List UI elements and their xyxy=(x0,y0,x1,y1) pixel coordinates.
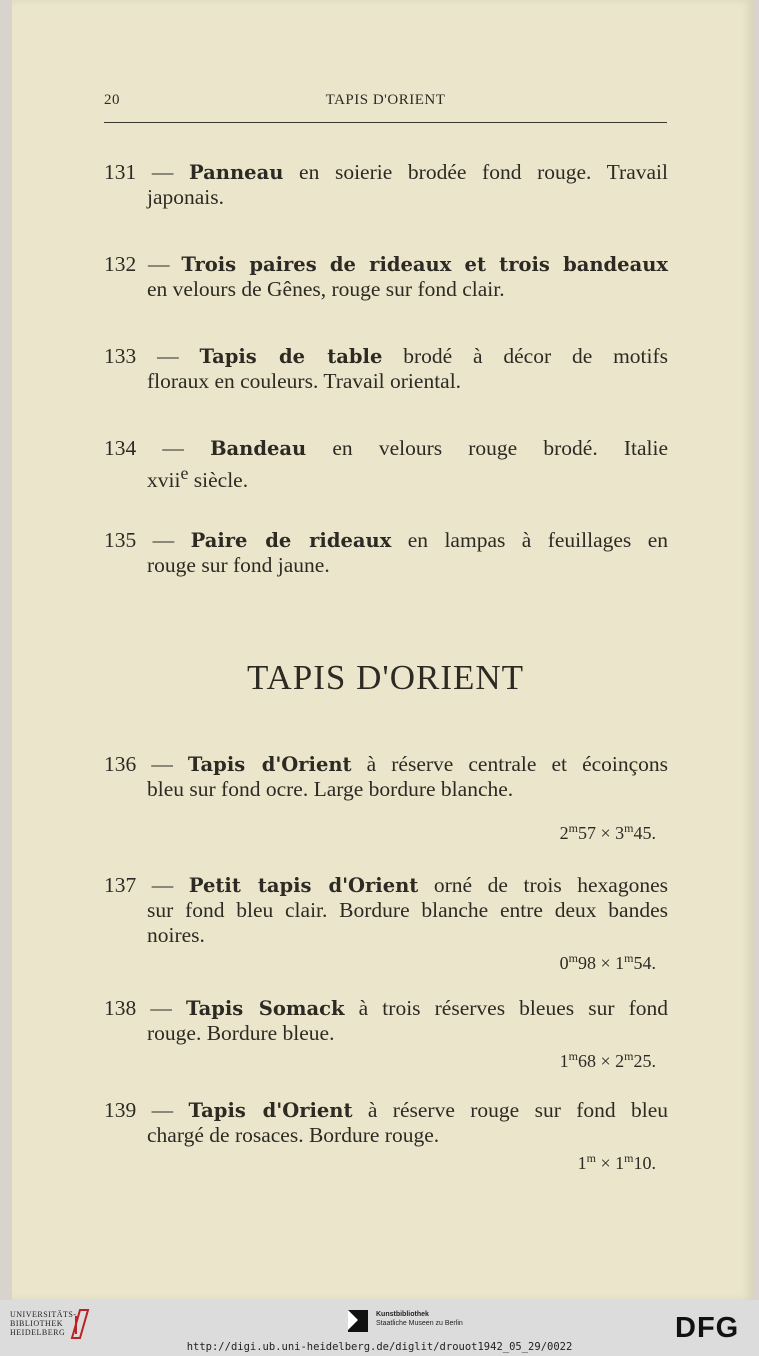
catalog-entry xyxy=(104,160,668,210)
catalog-entry xyxy=(104,996,668,1074)
catalog-entry xyxy=(104,344,668,394)
entry-title: Tapis de table xyxy=(199,345,383,368)
viewer-footer xyxy=(0,1300,759,1356)
kunstbibliothek-label: Kunstbibliothek Staatliche Museen zu Berlin xyxy=(376,1311,463,1327)
entry-dimensions: 2$^m$57 × 3$^m$45. xyxy=(559,821,656,843)
catalog-entry xyxy=(104,1098,668,1176)
permalink-url[interactable]: http://digi.ub.uni-heidelberg.de/diglit/drouot1942_05_29/0022 xyxy=(186,1341,573,1353)
entry-title: Petit tapis d'Orient xyxy=(188,874,419,897)
entry-dimensions: 1$^m$68 × 2$^m$25. xyxy=(559,1049,656,1071)
entry-description: à réserve rouge sur fond bleu xyxy=(367,1098,669,1122)
entry-description: en soierie brodée fond rouge. Travail xyxy=(299,160,668,184)
entry-description-continued: rouge. Bordure bleue. xyxy=(147,1021,335,1045)
dfg-logo: DFG xyxy=(675,1312,740,1344)
catalog-entry xyxy=(104,252,668,302)
entry-number: 131 — xyxy=(104,160,174,184)
entry-description-continued: en velours de Gênes, rouge sur fond clair. xyxy=(147,277,505,301)
entry-number: 138 — xyxy=(104,996,172,1020)
catalog-entry xyxy=(104,528,668,578)
entry-description: en lampas à feuillages en xyxy=(407,528,669,552)
entry-title: Tapis d'Orient xyxy=(187,753,352,776)
page-header xyxy=(104,92,667,116)
catalog-entry xyxy=(104,436,668,493)
catalog-entry xyxy=(104,752,668,846)
entry-number: 133 — xyxy=(104,344,179,368)
entry-title: Trois paires de rideaux et trois bandeaux xyxy=(181,253,669,276)
century-numeral: xvii xyxy=(147,468,181,493)
running-title: TAPIS D'ORIENT xyxy=(325,92,446,108)
entry-description: à trois réserves bleues sur fond xyxy=(358,996,669,1020)
entry-number: 134 — xyxy=(104,436,184,460)
section-title: TAPIS D'ORIENT xyxy=(246,658,525,697)
entry-number: 136 — xyxy=(104,752,173,776)
entry-title: Paire de rideaux xyxy=(190,529,392,552)
kunstbibliothek-logo-icon xyxy=(346,1308,370,1334)
entry-description-continued: chargé de rosaces. Bordure rouge. xyxy=(147,1123,440,1147)
entry-description: brodé à décor de motifs xyxy=(403,344,669,368)
university-library-logo[interactable]: UNIVERSITÄTS- BIBLIOTHEK HEIDELBERG xyxy=(10,1310,77,1337)
entry-title: Tapis d'Orient xyxy=(188,1099,353,1122)
page-number: 20 xyxy=(104,92,120,108)
entry-description: à réserve centrale et écoinçons xyxy=(366,752,669,776)
entry-number: 137 — xyxy=(104,873,174,897)
heidelberg-logo-icon xyxy=(66,1308,92,1340)
entry-description: en velours rouge brodé. Italie xyxy=(332,436,669,460)
entry-description-continued: floraux en couleurs. Travail oriental. xyxy=(147,369,462,393)
entry-dimensions: 1$^m$ × 1$^m$10. xyxy=(577,1151,656,1173)
century-suffix: e xyxy=(180,463,189,483)
entry-dimensions: 0$^m$98 × 1$^m$54. xyxy=(559,951,656,973)
header-rule xyxy=(104,122,667,123)
catalog-entry xyxy=(104,873,668,976)
entry-description: orné de trois hexagones xyxy=(433,873,669,897)
entry-description-continued: rouge sur fond jaune. xyxy=(147,553,330,577)
entry-number: 135 — xyxy=(104,528,175,552)
entry-number: 139 — xyxy=(104,1098,174,1122)
entry-title: Bandeau xyxy=(210,437,307,460)
entry-title: Panneau xyxy=(189,161,284,184)
entry-number: 132 — xyxy=(104,252,170,276)
entry-description-continued: sur fond bleu clair. Bordure blanche entre deux bandes noires. xyxy=(147,898,668,947)
entry-description-continued xyxy=(104,461,668,493)
century-word: siècle. xyxy=(188,468,249,493)
entry-description-continued: bleu sur fond ocre. Large bordure blanche. xyxy=(147,777,514,801)
entry-description-continued: japonais. xyxy=(147,185,225,209)
entry-title: Tapis Somack xyxy=(185,997,345,1020)
